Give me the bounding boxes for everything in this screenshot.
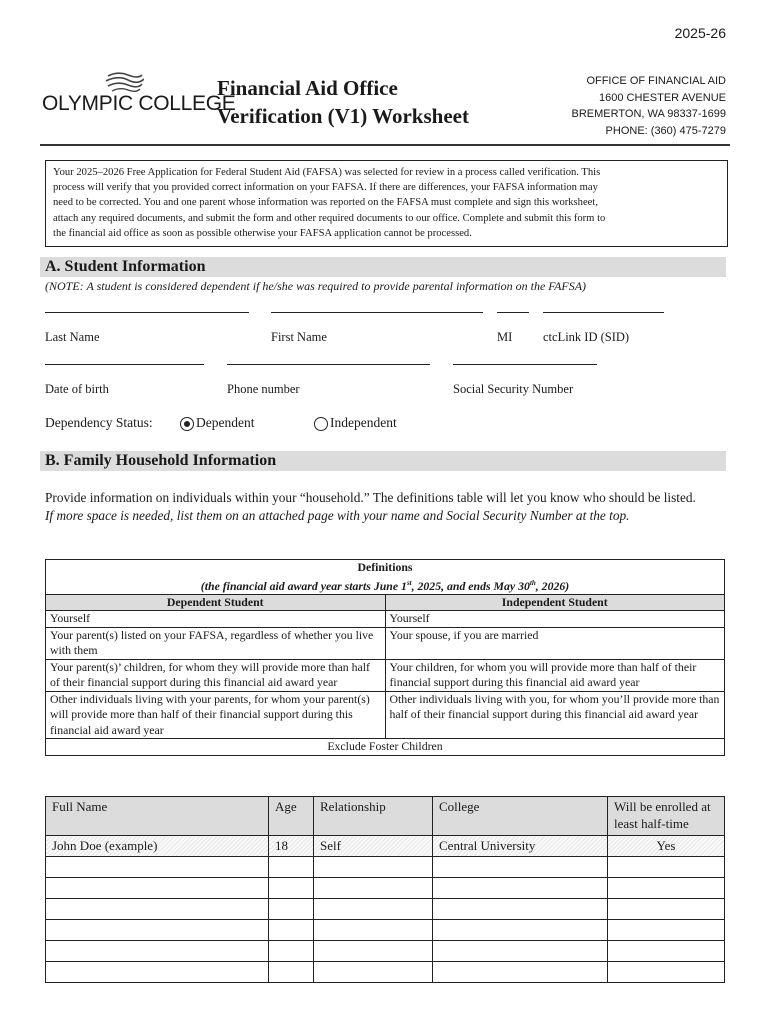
dependency-note: (NOTE: A student is considered dependent if he/she was required to provide parental information on the FAFSA) bbox=[45, 279, 587, 293]
definition-cell: Your children, for whom you will provide more than half of their financial support during this financial aid award year bbox=[385, 659, 725, 691]
definition-cell: Your parent(s)’ children, for whom they will provide more than half of their financial support during this financial aid award year bbox=[46, 659, 386, 691]
definition-row bbox=[46, 627, 725, 659]
household-row bbox=[46, 899, 725, 920]
enrollment-cell[interactable] bbox=[608, 920, 725, 941]
relationship-cell[interactable] bbox=[314, 941, 433, 962]
example-full-name: John Doe (example) bbox=[46, 836, 269, 857]
college-header: College bbox=[433, 797, 608, 836]
household-row bbox=[46, 878, 725, 899]
intro-line: attach any required documents, and submit the form and other required documents to our office. Complete and submit this form to bbox=[53, 212, 606, 224]
definitions-table bbox=[45, 559, 725, 756]
age-cell[interactable] bbox=[269, 920, 314, 941]
household-row bbox=[46, 920, 725, 941]
radio-selected-dot bbox=[184, 421, 190, 427]
age-header: Age bbox=[269, 797, 314, 836]
full-name-cell[interactable] bbox=[46, 920, 269, 941]
definition-cell: Other individuals living with your parents, for whom your parent(s) will provide more than half of their financial support during this financial aid award year bbox=[46, 691, 386, 739]
definition-cell: Your parent(s) listed on your FAFSA, regardless of whether you live with them bbox=[46, 627, 386, 659]
definitions-header bbox=[46, 560, 725, 595]
dependency-status-label: Dependency Status: bbox=[45, 415, 153, 430]
title-line-2: Verification (V1) Worksheet bbox=[217, 104, 469, 128]
household-row bbox=[46, 857, 725, 878]
office-address bbox=[572, 73, 726, 139]
date-of-birth-input[interactable] bbox=[45, 364, 204, 365]
ctclink-id-input[interactable] bbox=[543, 312, 664, 313]
school-year: 2025-26 bbox=[674, 25, 726, 41]
title-line-1: Financial Aid Office bbox=[217, 76, 398, 100]
full-name-cell[interactable] bbox=[46, 878, 269, 899]
household-members-table bbox=[45, 796, 725, 983]
age-cell[interactable] bbox=[269, 962, 314, 983]
relationship-cell[interactable] bbox=[314, 899, 433, 920]
full-name-cell[interactable] bbox=[46, 857, 269, 878]
address-line: PHONE: (360) 475-7279 bbox=[605, 124, 726, 137]
first-name-label: First Name bbox=[271, 330, 327, 344]
enrollment-cell[interactable] bbox=[608, 962, 725, 983]
definition-cell: Yourself bbox=[46, 611, 386, 628]
age-cell[interactable] bbox=[269, 878, 314, 899]
dependent-radio[interactable] bbox=[180, 417, 194, 431]
relationship-cell[interactable] bbox=[314, 962, 433, 983]
college-cell[interactable] bbox=[433, 857, 608, 878]
date-of-birth-label: Date of birth bbox=[45, 382, 109, 396]
phone-number-input[interactable] bbox=[227, 364, 430, 365]
household-row bbox=[46, 962, 725, 983]
address-line: BREMERTON, WA 98337-1699 bbox=[571, 108, 726, 120]
intro-notice-box bbox=[45, 160, 728, 247]
example-age: 18 bbox=[269, 836, 314, 857]
example-row bbox=[46, 836, 725, 857]
dependent-radio-label: Dependent bbox=[196, 415, 255, 430]
relationship-header: Relationship bbox=[314, 797, 433, 836]
phone-number-label: Phone number bbox=[227, 382, 300, 396]
full-name-cell[interactable] bbox=[46, 941, 269, 962]
definition-row bbox=[46, 659, 725, 691]
first-name-input[interactable] bbox=[271, 312, 483, 313]
header-divider bbox=[40, 144, 730, 146]
intro-line: process will verify that you provided correct information on your FAFSA. If there are differences, your FAFSA information may bbox=[53, 182, 598, 194]
full-name-header: Full Name bbox=[46, 797, 269, 836]
enrollment-cell[interactable] bbox=[608, 857, 725, 878]
logo-wordmark: OLYMPIC COLLEGE bbox=[42, 92, 236, 115]
household-row bbox=[46, 941, 725, 962]
definition-row bbox=[46, 691, 725, 739]
ssn-input[interactable] bbox=[453, 364, 597, 365]
definition-cell: Yourself bbox=[385, 611, 725, 628]
relationship-cell[interactable] bbox=[314, 857, 433, 878]
age-cell[interactable] bbox=[269, 941, 314, 962]
definitions-subtitle: (the financial aid award year starts June 1st, 2025, and ends May 30th, 2026) bbox=[200, 578, 570, 593]
household-header-row bbox=[46, 797, 725, 836]
example-relationship: Self bbox=[314, 836, 433, 857]
last-name-label: Last Name bbox=[45, 330, 100, 344]
age-cell[interactable] bbox=[269, 899, 314, 920]
example-college: Central University bbox=[433, 836, 608, 857]
definition-row bbox=[46, 611, 725, 628]
enrollment-cell[interactable] bbox=[608, 899, 725, 920]
page-title bbox=[217, 74, 469, 130]
ssn-label: Social Security Number bbox=[453, 382, 574, 396]
independent-radio[interactable] bbox=[314, 417, 328, 431]
college-cell[interactable] bbox=[433, 941, 608, 962]
full-name-cell[interactable] bbox=[46, 899, 269, 920]
instructions-italic-text: If more space is needed, list them on an attached page with your name and Social Security Number at the top. bbox=[45, 508, 630, 523]
definition-cell: Other individuals living with you, for whom you’ll provide more than half of their financial support during this financial aid award year bbox=[385, 691, 725, 739]
section-a-heading: A. Student Information bbox=[40, 257, 726, 277]
independent-radio-label: Independent bbox=[330, 415, 397, 430]
section-b-heading: B. Family Household Information bbox=[40, 451, 726, 471]
full-name-cell[interactable] bbox=[46, 962, 269, 983]
intro-line: need to be corrected. You and one parent whose information was reported on the FAFSA must complete and sign this worksheet, bbox=[53, 197, 598, 209]
example-enrollment: Yes bbox=[608, 836, 725, 857]
wave-logo-icon bbox=[104, 72, 144, 94]
household-instructions bbox=[45, 489, 705, 525]
college-cell[interactable] bbox=[433, 920, 608, 941]
address-line: OFFICE OF FINANCIAL AID bbox=[586, 75, 726, 87]
definition-cell: Your spouse, if you are married bbox=[385, 627, 725, 659]
intro-line: Your 2025–2026 Free Application for Federal Student Aid (FAFSA) was selected for review in a process called verification. This bbox=[53, 167, 601, 178]
intro-line: the financial aid office as soon as possible otherwise your FAFSA application cannot be processed. bbox=[53, 227, 472, 239]
relationship-cell[interactable] bbox=[314, 878, 433, 899]
mi-input[interactable] bbox=[497, 312, 529, 313]
olympic-college-logo bbox=[42, 72, 236, 122]
dependent-column-header: Dependent Student bbox=[46, 594, 386, 611]
definitions-title: Definitions bbox=[357, 560, 413, 574]
enrollment-cell[interactable] bbox=[608, 878, 725, 899]
exclude-foster-children-note: Exclude Foster Children bbox=[46, 739, 725, 756]
college-cell[interactable] bbox=[433, 962, 608, 983]
instructions-text: Provide information on individuals within your “household.” The definitions table will let you know who should be listed. bbox=[45, 490, 696, 505]
ctclink-id-label: ctcLink ID (SID) bbox=[543, 330, 630, 344]
enrollment-cell[interactable] bbox=[608, 941, 725, 962]
college-cell[interactable] bbox=[433, 878, 608, 899]
college-cell[interactable] bbox=[433, 899, 608, 920]
mi-label: MI bbox=[497, 330, 513, 344]
enrollment-header: Will be enrolled at least half-time bbox=[608, 797, 725, 836]
last-name-input[interactable] bbox=[45, 312, 249, 313]
independent-column-header: Independent Student bbox=[385, 594, 725, 611]
address-line: 1600 CHESTER AVENUE bbox=[599, 91, 726, 104]
age-cell[interactable] bbox=[269, 857, 314, 878]
relationship-cell[interactable] bbox=[314, 920, 433, 941]
